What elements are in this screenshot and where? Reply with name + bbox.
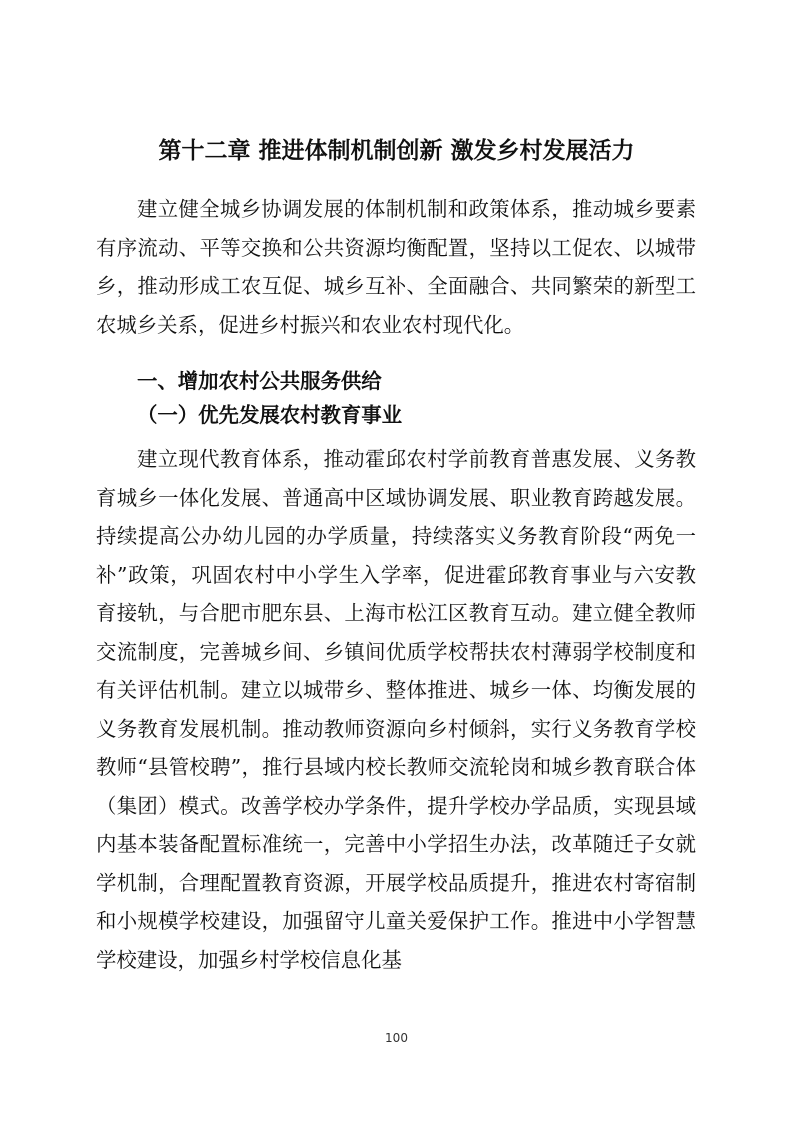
section-heading: 一、增加农村公共服务供给 — [137, 369, 382, 393]
chapter-title: 第十二章 推进体制机制创新 激发乡村发展活力 — [158, 138, 635, 164]
body-paragraph: 建立现代教育体系，推动霍邱农村学前教育普惠发展、义务教育城乡一体化发展、普通高中区域协调发展、职业教育跨越发展。持续提高公办幼儿园的办学质量，持续落实义务教育阶段“两免一补”政策，巩固农村中小学生入学率，促进霍邱教育事业与六安教育接轨，与合肥市肥东县、上海市松江区教育互动。建立健全教师交流制度，完善城乡间、乡镇间优质学校帮扶农村薄弱学校制度和有关评估机制。建立以城带乡、整体推进、城乡一体、均衡发展的义务教育发展机制。推动教师资源向乡村倾斜，实行义务教育学校教师“县管校聘”，推行县域内校长教师交流轮岗和城乡教育联合体（集团）模式。改善学校办学条件，提升学校办学品质，实现县域内基本装备配置标准统一，完善中小学招生办法，改革随迁子女就学机制，合理配置教育资源，开展学校品质提升，推进农村寄宿制和小规模学校建设，加强留守儿童关爱保护工作。推进中小学智慧学校建设，加强乡村学校信息化基 — [96, 447, 696, 972]
intro-paragraph: 建立健全城乡协调发展的体制机制和政策体系，推动城乡要素有序流动、平等交换和公共资源均衡配置，坚持以工促农、以城带乡，推动形成工农互促、城乡互补、全面融合、共同繁荣的新型工农城乡关系，促进乡村振兴和农业农村现代化。 — [96, 197, 696, 337]
page-number: 100 — [385, 1031, 408, 1045]
subsection-heading: （一）优先发展农村教育事业 — [137, 403, 403, 427]
